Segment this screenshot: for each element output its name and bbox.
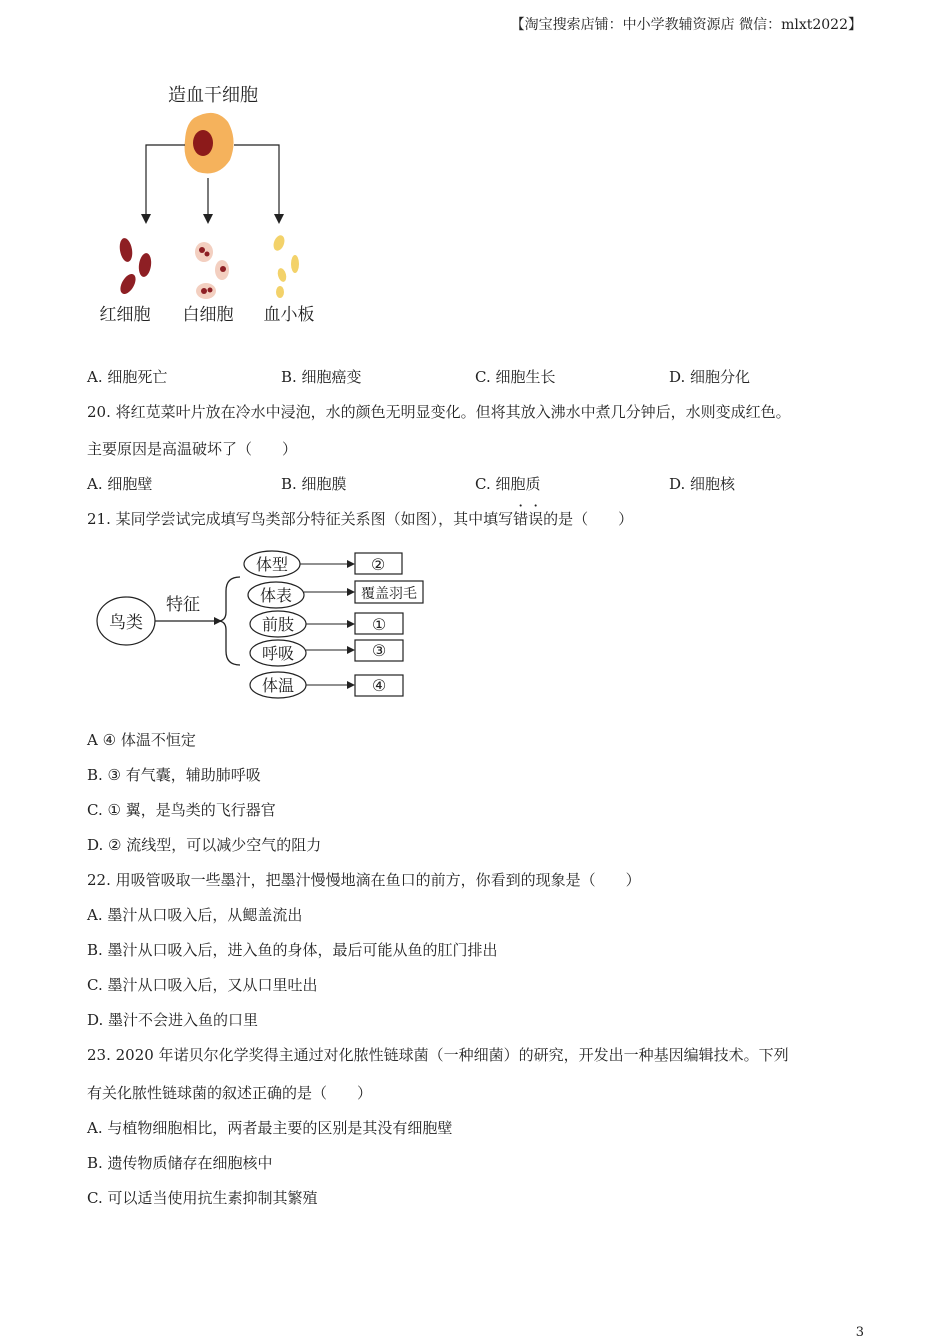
q21-option-b: B. ③ 有气囊，辅助肺呼吸 [87,766,261,784]
q21-option-c: C. ① 翼，是鸟类的飞行器官 [87,801,276,819]
label-platelet: 血小板 [263,305,315,325]
svg-text:前肢: 前肢 [261,615,295,634]
q23-stem-line1: 23. 2020 年诺贝尔化学奖得主通过对化脓性链球菌（一种细菌）的研究，开发出一种基因编辑技术。下列 [87,1046,789,1064]
q22-option-d: D. 墨汁不会进入鱼的口里 [87,1011,259,1029]
q23-stem-line2: 有关化脓性链球菌的叙述正确的是（ ） [87,1084,373,1102]
label-white-blood-cell: 白细胞 [182,305,234,325]
bird-feature-diagram [92,546,432,706]
svg-text:②: ② [370,555,386,574]
feature-row-2 [248,581,423,608]
q22-option-a: A. 墨汁从口吸入后，从鳃盖流出 [87,906,303,924]
q23-option-a: A. 与植物细胞相比，两者最主要的区别是其没有细胞壁 [87,1119,453,1137]
q19-option-d: D. 细胞分化 [669,368,751,386]
q21-stem-pre: 21. 某同学尝试完成填写鸟类部分特征关系图（如图），其中填写 [87,510,514,528]
stem-cell-figure [90,78,340,333]
svg-text:体温: 体温 [261,676,295,695]
q21-option-d: D. ② 流线型，可以减少空气的阻力 [87,836,322,854]
brace [218,577,240,665]
q23-option-b: B. 遗传物质储存在细胞核中 [87,1154,273,1172]
white-blood-cells [195,242,229,299]
q23-option-c: C. 可以适当使用抗生素抑制其繁殖 [87,1189,318,1207]
feature-row-3 [250,611,403,637]
platelets [272,234,299,298]
feature-row-1 [244,551,402,577]
q21-emph-2: 误 [528,510,544,528]
q20-option-c: C. 细胞质 [475,475,541,493]
q21-stem [87,508,633,529]
q20-option-a: A. 细胞壁 [87,475,153,493]
svg-text:呼吸: 呼吸 [261,644,295,663]
q22-option-c: C. 墨汁从口吸入后，又从口里吐出 [87,976,318,994]
q21-emph-1: 错 [513,510,529,528]
svg-text:④: ④ [371,676,387,695]
svg-text:体表: 体表 [259,586,293,605]
q22-option-b: B. 墨汁从口吸入后，进入鱼的身体，最后可能从鱼的肛门排出 [87,941,498,959]
svg-text:覆盖羽毛: 覆盖羽毛 [361,586,417,602]
q19-option-b: B. 细胞癌变 [281,368,362,386]
page-number: 3 [855,1325,864,1340]
q19-option-a: A. 细胞死亡 [87,368,168,386]
page-header: 【淘宝搜索店铺：中小学教辅资源店 微信：mlxt2022】 [510,17,862,33]
q22-stem: 22. 用吸管吸取一些墨汁，把墨汁慢慢地滴在鱼口的前方，你看到的现象是（ ） [87,871,641,889]
svg-text:①: ① [371,615,387,634]
edge-label: 特征 [166,595,200,615]
q20-stem-line1: 20. 将红苋菜叶片放在冷水中浸泡，水的颜色无明显变化。但将其放入沸水中煮几分钟后，水则变成红色。 [87,403,791,421]
feature-row-5 [250,672,403,698]
svg-text:体型: 体型 [255,555,289,574]
q20-option-d: D. 细胞核 [669,475,736,493]
feature-row-4 [250,640,403,666]
q21-option-a: A ④ 体温不恒定 [87,731,196,749]
label-red-blood-cell: 红细胞 [99,305,151,325]
figure-title: 造血干细胞 [168,85,258,106]
stem-cell-nucleus [193,130,213,156]
q21-stem-post: 的是（ ） [543,510,634,528]
q19-option-c: C. 细胞生长 [475,368,556,386]
red-blood-cells [117,237,152,296]
svg-text:③: ③ [371,641,387,660]
root-label: 鸟类 [109,613,143,633]
q20-option-b: B. 细胞膜 [281,475,347,493]
q20-stem-line2: 主要原因是高温破坏了（ ） [87,440,298,458]
